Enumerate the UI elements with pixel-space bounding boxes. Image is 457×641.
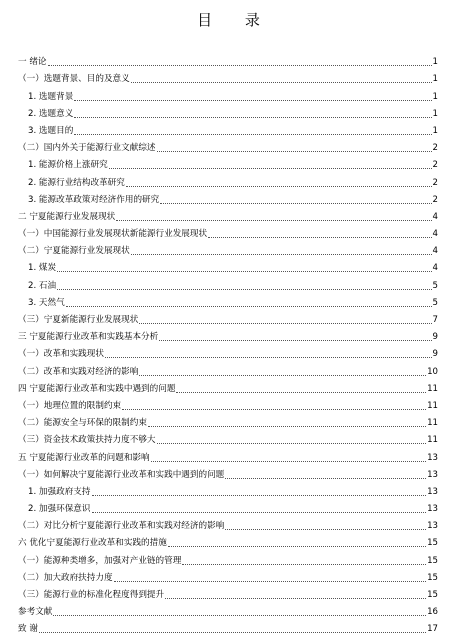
- toc-entry-page-number: 13: [427, 469, 438, 480]
- toc-entry-label: （三）能源行业的标准化程度得到提升: [18, 590, 165, 600]
- toc-dot-leader: [92, 512, 427, 513]
- toc-entry[interactable]: [18, 618, 438, 635]
- toc-entry[interactable]: [18, 292, 438, 309]
- toc-entry[interactable]: [18, 446, 438, 463]
- toc-entry[interactable]: [18, 137, 438, 154]
- toc-entry-label: （二）加大政府扶持力度: [18, 572, 113, 583]
- toc-entry[interactable]: [18, 429, 438, 446]
- toc-entry-label: （二）国内外关于能源行业文献综述: [18, 143, 156, 154]
- toc-dot-leader: [57, 289, 431, 290]
- toc-entry-label: 1. 煤炭: [28, 263, 57, 274]
- toc-entry-page-number: 16: [427, 607, 438, 618]
- toc-dot-leader: [105, 357, 432, 358]
- toc-entry-label: 1. 能源价格上涨研究: [28, 160, 108, 171]
- toc-dot-leader: [139, 323, 431, 324]
- toc-entry-label: 四 宁夏能源行业改革和实践中遇到的问题: [18, 383, 176, 394]
- toc-entry[interactable]: [18, 395, 438, 412]
- toc-entry-page-number: 15: [427, 555, 438, 566]
- toc-entry[interactable]: [18, 240, 438, 257]
- toc-entry-label: 三 宁夏能源行业改革和实践基本分析: [18, 332, 159, 343]
- toc-entry-label: 2. 能源行业结构改革研究: [28, 177, 125, 188]
- toc-entry-page-number: 5: [432, 297, 438, 308]
- toc-entry-label: （一）中国能源行业发展现状新能源行业发展现状: [18, 229, 208, 240]
- toc-entry-label: 参考文献: [18, 607, 53, 618]
- toc-entry[interactable]: [18, 532, 438, 549]
- toc-entry-page-number: 13: [427, 521, 438, 532]
- toc-entry-page-number: 9: [432, 332, 438, 343]
- toc-dot-leader: [148, 426, 426, 427]
- toc-entry-page-number: 1: [432, 108, 438, 119]
- toc-entry[interactable]: [18, 171, 438, 188]
- toc-entry-label: 2. 石油: [28, 280, 57, 291]
- toc-entry-page-number: 10: [427, 366, 438, 377]
- toc-dot-leader: [39, 632, 426, 633]
- toc-entry-label: 3. 天然气: [28, 297, 65, 308]
- toc-dot-leader: [122, 409, 426, 410]
- toc-dot-leader: [176, 392, 426, 393]
- toc-entry-page-number: 4: [432, 263, 438, 274]
- toc-entry[interactable]: [18, 326, 438, 343]
- toc-entry[interactable]: [18, 120, 438, 137]
- toc-entry-page-number: 4: [432, 211, 438, 222]
- toc-entry-label: （一）选题背景、目的及意义: [18, 74, 130, 85]
- toc-entry[interactable]: [18, 274, 438, 291]
- toc-dot-leader: [225, 529, 426, 530]
- toc-entry-page-number: 13: [427, 486, 438, 497]
- toc-entry[interactable]: [18, 567, 438, 584]
- toc-entry-label: 五 宁夏能源行业改革的问题和影响: [18, 452, 150, 463]
- toc-entry[interactable]: [18, 51, 438, 68]
- toc-entry-label: （三）资金技术政策扶持力度不够大: [18, 435, 156, 446]
- toc-entry[interactable]: [18, 85, 438, 102]
- toc-entry-page-number: 1: [432, 125, 438, 136]
- toc-entry-label: 1. 加强政府支持: [28, 486, 91, 497]
- toc-entry-page-number: 9: [432, 349, 438, 360]
- toc-entry-label: （一）改革和实践现状: [18, 349, 104, 360]
- toc-entry-label: 六 优化宁夏能源行业改革和实践的措施: [18, 538, 167, 549]
- toc-dot-leader: [74, 117, 431, 118]
- toc-entry-page-number: 7: [432, 315, 438, 325]
- toc-dot-leader: [48, 65, 432, 66]
- toc-entry[interactable]: [18, 343, 438, 360]
- toc-entry-label: （一）能源种类增多，加强对产业链的管理: [18, 555, 182, 566]
- toc-dot-leader: [159, 340, 431, 341]
- toc-entry[interactable]: [18, 481, 438, 498]
- toc-entry-page-number: 15: [427, 572, 438, 583]
- toc-entry-page-number: 1: [432, 91, 438, 102]
- toc-entry-page-number: 2: [432, 194, 438, 205]
- toc-dot-leader: [114, 581, 427, 582]
- toc-dot-leader: [131, 82, 432, 83]
- toc-entry-page-number: 4: [432, 246, 438, 257]
- toc-entry-page-number: 2: [432, 177, 438, 188]
- toc-dot-leader: [139, 375, 426, 376]
- toc-entry[interactable]: [18, 515, 438, 532]
- toc-dot-leader: [182, 564, 426, 565]
- toc-dot-leader: [168, 546, 426, 547]
- toc-entry-page-number: 15: [427, 538, 438, 549]
- toc-entry-page-number: 11: [427, 400, 438, 411]
- toc-entry[interactable]: [18, 378, 438, 395]
- toc-entry-label: 致 谢: [18, 624, 38, 635]
- toc-dot-leader: [74, 134, 431, 135]
- toc-dot-leader: [57, 271, 431, 272]
- toc-entry-label: （一）地理位置的限制约束: [18, 400, 122, 411]
- toc-list: [18, 51, 438, 635]
- toc-entry[interactable]: [18, 549, 438, 566]
- toc-dot-leader: [66, 306, 432, 307]
- toc-entry[interactable]: [18, 223, 438, 240]
- toc-entry-page-number: 13: [427, 452, 438, 463]
- toc-entry-label: 2. 选题意义: [28, 108, 74, 119]
- toc-entry-page-number: 5: [432, 280, 438, 291]
- toc-entry-label: （二）宁夏能源行业发展现状: [18, 246, 130, 257]
- toc-entry-page-number: 11: [427, 418, 438, 429]
- toc-entry[interactable]: [18, 360, 438, 377]
- toc-entry-label: （二）改革和实践对经济的影响: [18, 366, 139, 377]
- toc-entry[interactable]: [18, 464, 438, 481]
- toc-entry[interactable]: [18, 412, 438, 429]
- toc-entry[interactable]: [18, 257, 438, 274]
- toc-entry-label: （三）宁夏新能源行业发展现状: [18, 315, 139, 325]
- toc-dot-leader: [208, 237, 431, 238]
- toc-entry-label: 3. 选题目的: [28, 125, 74, 136]
- toc-entry-label: 1. 选题背景: [28, 91, 74, 102]
- toc-dot-leader: [74, 100, 431, 101]
- toc-entry-page-number: 11: [427, 383, 438, 394]
- toc-entry-label: 3. 能源改革政策对经济作用的研究: [28, 194, 160, 205]
- toc-entry-label: 一 绪论: [18, 57, 47, 68]
- toc-entry-page-number: 13: [427, 504, 438, 515]
- toc-entry-page-number: 15: [427, 590, 438, 600]
- toc-dot-leader: [92, 495, 427, 496]
- toc-dot-leader: [116, 220, 431, 221]
- toc-entry[interactable]: [18, 206, 438, 223]
- toc-entry-label: 2. 加强环保意识: [28, 504, 91, 515]
- toc-entry-page-number: 1: [432, 57, 438, 68]
- toc-entry[interactable]: [18, 103, 438, 120]
- toc-entry[interactable]: [18, 601, 438, 618]
- toc-entry-page-number: 1: [432, 74, 438, 85]
- toc-dot-leader: [53, 615, 426, 616]
- toc-dot-leader: [160, 203, 431, 204]
- toc-entry-label: 二 宁夏能源行业发展现状: [18, 211, 116, 222]
- toc-entry-label: （一）如何解决宁夏能源行业改革和实践中遇到的问题: [18, 469, 225, 480]
- toc-dot-leader: [131, 254, 432, 255]
- toc-title: 目 录: [197, 11, 274, 29]
- toc-entry-label: （二）能源安全与环保的限制约束: [18, 418, 147, 429]
- toc-dot-leader: [157, 151, 432, 152]
- toc-entry-page-number: 11: [427, 435, 438, 446]
- toc-entry-page-number: 17: [427, 624, 438, 635]
- toc-dot-leader: [126, 186, 432, 187]
- toc-entry-label: （二）对比分析宁夏能源行业改革和实践对经济的影响: [18, 521, 225, 532]
- toc-entry[interactable]: [18, 309, 438, 326]
- toc-entry-page-number: 2: [432, 160, 438, 171]
- toc-dot-leader: [157, 443, 427, 444]
- toc-entry[interactable]: [18, 498, 438, 515]
- toc-entry[interactable]: [18, 68, 438, 85]
- toc-dot-leader: [151, 461, 426, 462]
- toc-entry-page-number: 2: [432, 143, 438, 154]
- toc-entry-page-number: 4: [432, 229, 438, 240]
- toc-dot-leader: [109, 168, 432, 169]
- toc-dot-leader: [225, 478, 426, 479]
- toc-entry[interactable]: [18, 154, 438, 171]
- toc-entry[interactable]: [18, 189, 438, 206]
- toc-entry[interactable]: [18, 584, 438, 601]
- toc-dot-leader: [165, 598, 426, 599]
